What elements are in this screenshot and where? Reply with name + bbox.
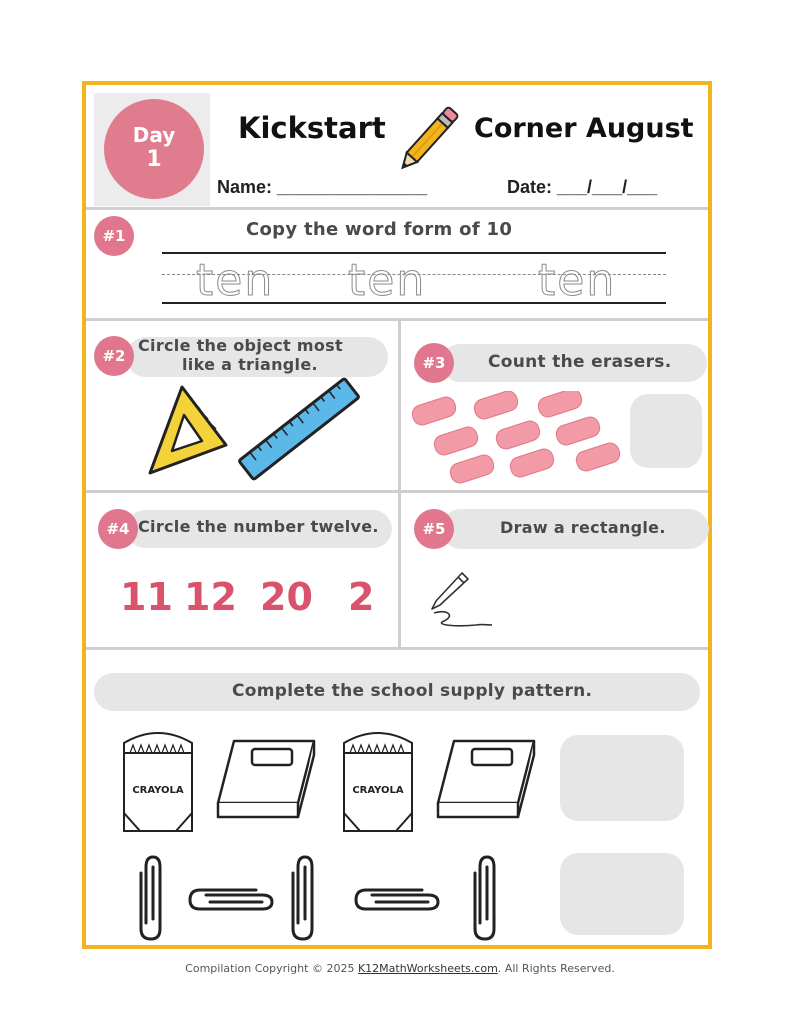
- copyright-footer: [0, 962, 800, 975]
- trace-word-1: ten: [196, 255, 275, 306]
- paperclip-vertical: [136, 853, 170, 943]
- q2-prompt-line2: like a triangle.: [182, 355, 318, 374]
- footer-text-end: . All Rights Reserved.: [497, 962, 615, 975]
- q5-prompt: Draw a rectangle.: [500, 518, 666, 537]
- q4-badge: #4: [98, 509, 138, 549]
- q6-prompt: Complete the school supply pattern.: [232, 681, 593, 701]
- trace-word-3: ten: [538, 255, 617, 306]
- paperclip-horizontal: [186, 885, 276, 919]
- crayon-box: [340, 723, 416, 833]
- number-option[interactable]: 12: [184, 575, 237, 619]
- trace-word-2: ten: [348, 255, 427, 306]
- pattern-answer-box-2[interactable]: [560, 853, 684, 935]
- q1-prompt: Copy the word form of 10: [246, 219, 513, 240]
- title-right: Corner August: [474, 113, 694, 144]
- q2-badge: #2: [94, 336, 134, 376]
- title-left: Kickstart: [238, 111, 386, 145]
- erasers-group: [406, 391, 626, 487]
- number-option[interactable]: 2: [348, 575, 375, 619]
- drawing-pencil-icon: [426, 565, 498, 635]
- divider: [398, 318, 401, 648]
- q1-badge: #1: [94, 216, 134, 256]
- day-label: Day: [132, 123, 176, 147]
- name-field[interactable]: Name: _______________: [217, 177, 428, 197]
- ruler[interactable]: [238, 375, 360, 483]
- eraser-outline: [430, 733, 542, 823]
- pattern-answer-box-1[interactable]: [560, 735, 684, 821]
- paperclip-vertical: [470, 853, 504, 943]
- crayon-brand: CRAYOLA: [352, 785, 404, 796]
- q3-answer-box[interactable]: [630, 394, 702, 468]
- q4-prompt: Circle the number twelve.: [138, 517, 379, 536]
- divider: [86, 318, 708, 321]
- paperclip-horizontal: [352, 885, 442, 919]
- divider: [86, 647, 708, 650]
- crayon-brand: CRAYOLA: [132, 785, 184, 796]
- paperclip-vertical: [288, 853, 322, 943]
- set-square-triangle[interactable]: [144, 381, 232, 481]
- divider: [86, 207, 708, 210]
- worksheet-frame: [82, 81, 712, 949]
- footer-link[interactable]: K12MathWorksheets.com: [357, 962, 498, 975]
- day-number: 1: [146, 147, 162, 172]
- day-badge: [104, 99, 204, 199]
- eraser-outline: [210, 733, 322, 823]
- pencil-icon: [392, 95, 472, 170]
- q5-badge: #5: [414, 509, 454, 549]
- crayon-box: [120, 723, 196, 833]
- q3-prompt: Count the erasers.: [488, 352, 672, 372]
- number-option[interactable]: 11: [120, 575, 173, 619]
- q2-prompt-line1: Circle the object most: [138, 336, 343, 355]
- footer-text: Compilation Copyright © 2025: [185, 962, 358, 975]
- date-field[interactable]: Date: ___/___/___: [507, 177, 658, 197]
- q3-badge: #3: [414, 343, 454, 383]
- divider: [86, 490, 708, 493]
- number-option[interactable]: 20: [260, 575, 313, 619]
